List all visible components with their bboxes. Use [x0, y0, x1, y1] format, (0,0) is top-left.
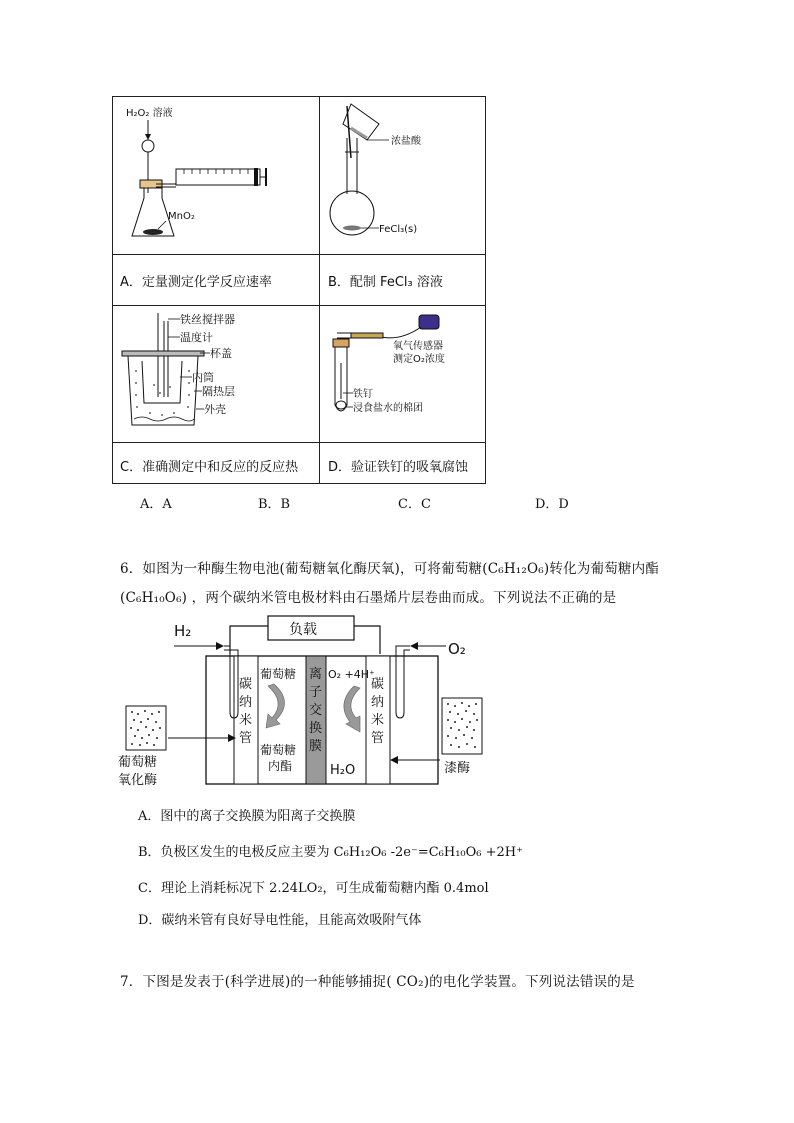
svg-text:碳: 碳	[371, 677, 385, 692]
label-fecl3-solid: FeCl₃(s)	[379, 224, 418, 235]
caption-a: A．定量测定化学反应速率	[120, 275, 272, 290]
caption-c: C．准确测定中和反应的反应热	[120, 460, 299, 475]
apparatus-c-diagram	[114, 307, 318, 441]
svg-text:换: 换	[309, 721, 323, 736]
label-conc-hcl: 浓盐酸	[391, 136, 421, 147]
lactone-label-1: 葡萄糖	[260, 743, 297, 757]
svg-text:管: 管	[239, 731, 253, 746]
q6-option-c[interactable]: C．理论上消耗标况下 2.24LO₂，可生成葡萄糖内酯 0.4mol	[138, 881, 489, 896]
svg-text:纳: 纳	[371, 695, 385, 710]
svg-text:交: 交	[309, 703, 323, 718]
label-inner: 内筒	[192, 371, 214, 384]
lactone-label-2: 内酯	[268, 759, 293, 773]
svg-text:米: 米	[239, 713, 253, 728]
enzyme-left-label-1: 葡萄糖	[118, 755, 158, 770]
q7-stem: 7．下图是发表于(科学进展)的一种能够捕捉( CO₂)的电化学装置。下列说法错误的是	[120, 974, 635, 990]
apparatus-a-diagram	[114, 98, 318, 252]
label-mno2: MnO₂	[168, 211, 195, 222]
label-shell: 外壳	[204, 403, 226, 416]
enzyme-right-label: 漆酶	[444, 761, 471, 776]
svg-text:子: 子	[309, 685, 323, 700]
h2-label: H₂	[174, 622, 192, 640]
svg-text:离: 离	[309, 667, 323, 682]
load-label: 负载	[289, 622, 317, 638]
q5-choice-b[interactable]: B．B	[258, 497, 291, 512]
h2o-label: H₂O	[330, 763, 356, 778]
label-h2o2: H₂O₂ 溶液	[126, 108, 173, 119]
label-stirrer: 铁丝搅拌器	[180, 313, 235, 326]
caption-b: B．配制 FeCl₃ 溶液	[328, 275, 443, 290]
q5-choice-c[interactable]: C．C	[398, 497, 431, 512]
apparatus-d-diagram	[321, 307, 484, 441]
svg-text:膜: 膜	[309, 739, 323, 754]
caption-d: D．验证铁钉的吸氧腐蚀	[328, 460, 469, 475]
biofuel-cell-diagram	[118, 614, 498, 794]
label-nail: 铁钉	[353, 389, 373, 400]
svg-text:米: 米	[371, 713, 385, 728]
o2-label: O₂	[448, 640, 466, 658]
q5-table	[112, 96, 486, 484]
q5-choice-d[interactable]: D．D	[535, 497, 569, 512]
q5-choice-a[interactable]: A．A	[140, 497, 172, 512]
label-thermometer: 温度计	[180, 331, 213, 344]
label-cotton: 浸食盐水的棉团	[353, 403, 423, 414]
o2-4h-label: O₂ +4H⁺	[328, 668, 375, 681]
glucose-label: 葡萄糖	[260, 667, 297, 681]
q6-stem-line2: (C₆H₁₀O₆) ，两个碳纳米管电极材料由石墨烯片层卷曲而成。下列说法不正确的是	[120, 590, 617, 606]
q6-stem-line1: 6．如图为一种酶生物电池(葡萄糖氧化酶厌氧)，可将葡萄糖(C₆H₁₂O₆)转化为葡萄糖内酯	[120, 561, 659, 577]
q6-option-b[interactable]: B．负极区发生的电极反应主要为 C₆H₁₂O₆ -2e⁻=C₆H₁₀O₆ +2H⁺	[138, 845, 523, 860]
label-o2-measure: 测定O₂浓度	[393, 354, 445, 365]
svg-text:管: 管	[371, 731, 385, 746]
q6-option-a[interactable]: A．图中的离子交换膜为阳离子交换膜	[138, 809, 356, 824]
enzyme-left-label-2: 氧化酶	[118, 773, 158, 788]
label-lid: 杯盖	[210, 347, 232, 360]
svg-text:纳: 纳	[239, 695, 253, 710]
label-o2-sensor: 氧气传感器	[393, 341, 443, 352]
label-insulation: 隔热层	[202, 385, 235, 398]
apparatus-b-diagram	[321, 98, 484, 252]
membrane-label	[309, 667, 322, 754]
svg-text:碳: 碳	[239, 677, 253, 692]
q6-option-d[interactable]: D．碳纳米管有良好导电性能，且能高效吸附气体	[138, 913, 422, 928]
